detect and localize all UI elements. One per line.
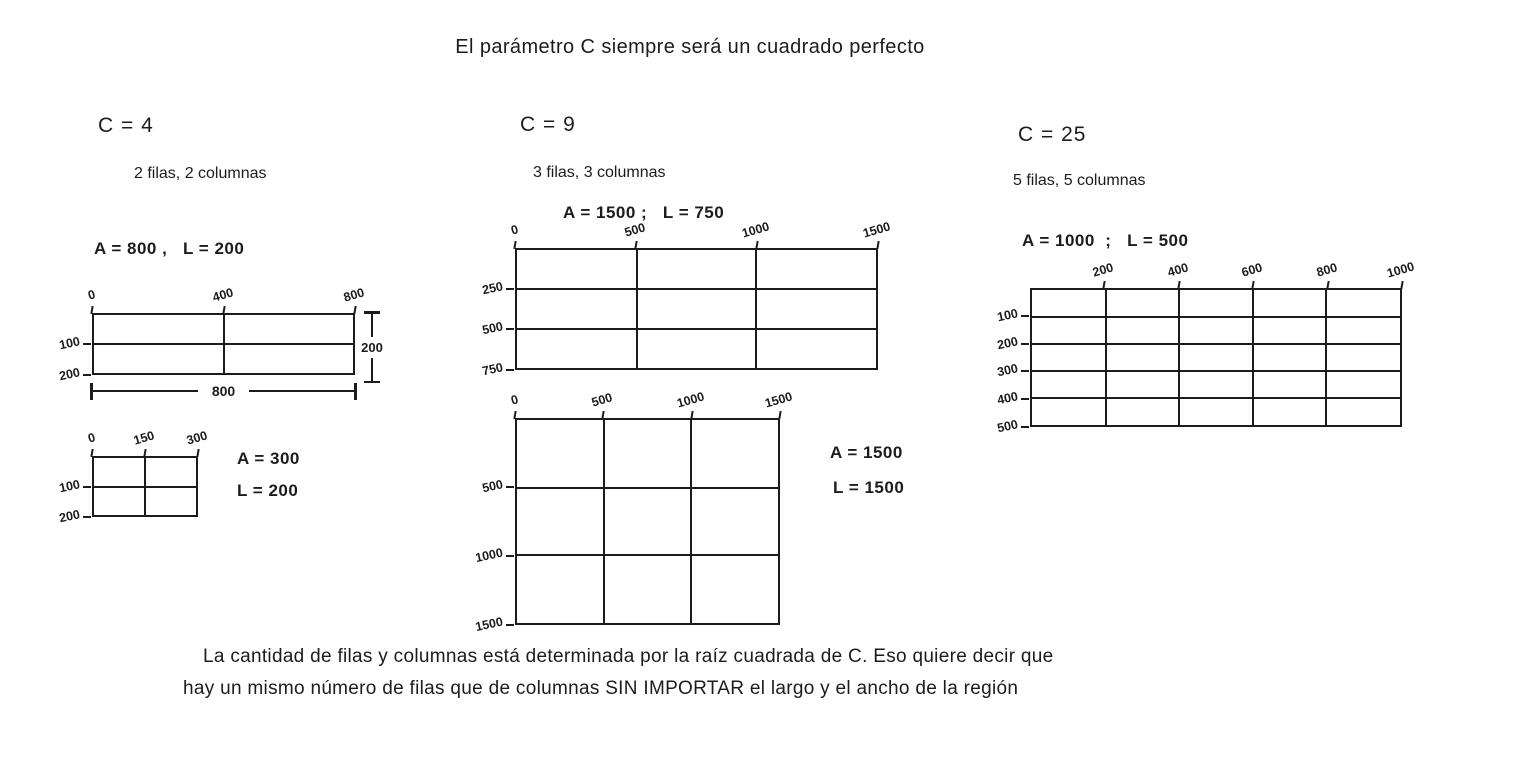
x-tick-label: 500 xyxy=(590,390,615,410)
y-tick-label: 1000 xyxy=(474,545,505,566)
footer-line-1: La cantidad de filas y columnas está determinada por la raíz cuadrada de C. Eso quiere decir que xyxy=(203,646,1054,667)
grid-column-line xyxy=(1325,290,1327,425)
x-tick-mark xyxy=(876,241,879,249)
c4-height-dimension xyxy=(352,311,392,383)
y-tick-label: 750 xyxy=(480,360,505,379)
y-tick-label: 200 xyxy=(57,507,82,526)
grid-column-line xyxy=(603,420,605,623)
width-dimension-value: 800 xyxy=(211,383,236,399)
grid-column-line xyxy=(636,250,638,368)
y-tick-mark xyxy=(1021,426,1029,428)
footer-line-2: hay un mismo número de filas que de columnas SIN IMPORTAR el largo y el ancho de la región xyxy=(183,678,1019,699)
c25-heading: C = 25 xyxy=(1018,123,1087,146)
grid-row-line xyxy=(1032,343,1400,345)
grid-row-line xyxy=(94,343,353,345)
y-tick-mark xyxy=(1021,343,1029,345)
y-tick-mark xyxy=(506,328,514,330)
y-tick-label: 1500 xyxy=(474,614,505,635)
grid-row-line xyxy=(1032,316,1400,318)
x-tick-label: 1500 xyxy=(861,219,892,241)
y-tick-label: 500 xyxy=(480,477,505,496)
c4-rows-cols-note: 2 filas, 2 columnas xyxy=(134,165,267,182)
y-tick-label: 200 xyxy=(995,333,1020,352)
c4-width-dimension xyxy=(90,382,357,400)
c4-small-grid-length-label: L = 200 xyxy=(237,481,299,500)
c4-grid-small xyxy=(57,428,209,526)
grid-box xyxy=(92,313,355,375)
grid-column-line xyxy=(755,250,757,368)
grid-row-line xyxy=(1032,370,1400,372)
c4-heading: C = 4 xyxy=(98,114,154,137)
grid-box xyxy=(92,456,198,517)
y-tick-label: 500 xyxy=(995,417,1020,436)
x-tick-label: 1500 xyxy=(763,389,794,411)
c4-small-grid-area-label: A = 300 xyxy=(237,449,300,468)
y-tick-label: 200 xyxy=(57,365,82,384)
y-tick-mark xyxy=(1021,315,1029,317)
grid-column-line xyxy=(690,420,692,623)
c25-grid xyxy=(995,259,1416,436)
y-tick-label: 100 xyxy=(995,306,1020,325)
grid-row-line xyxy=(1032,397,1400,399)
grid-column-line xyxy=(1105,290,1107,425)
x-tick-label: 0 xyxy=(86,430,97,446)
grid-box xyxy=(1030,288,1402,427)
c25-rows-cols-note: 5 filas, 5 columnas xyxy=(1013,172,1146,189)
x-tick-label: 1000 xyxy=(674,389,706,411)
y-tick-label: 100 xyxy=(57,334,82,353)
grid-column-line xyxy=(1252,290,1254,425)
x-tick-label: 0 xyxy=(509,222,520,238)
y-tick-mark xyxy=(83,516,91,518)
grid-box xyxy=(515,418,780,625)
y-tick-mark xyxy=(506,288,514,290)
c9-rows-cols-note: 3 filas, 3 columnas xyxy=(533,164,666,181)
x-tick-mark xyxy=(778,411,781,419)
x-tick-label: 400 xyxy=(210,285,235,305)
dimension-line xyxy=(371,358,374,384)
c25-params: A = 1000 ; L = 500 xyxy=(1022,231,1189,250)
y-tick-label: 250 xyxy=(480,278,505,297)
y-tick-mark xyxy=(1021,370,1029,372)
y-tick-label: 500 xyxy=(480,319,505,338)
c9-grid-top xyxy=(480,219,892,379)
grid-row-line xyxy=(517,487,778,489)
y-tick-mark xyxy=(83,486,91,488)
y-tick-mark xyxy=(83,343,91,345)
c9-heading: C = 9 xyxy=(520,113,576,136)
y-tick-label: 300 xyxy=(995,361,1020,380)
dimension-cap xyxy=(354,383,357,400)
grid-column-line xyxy=(1178,290,1180,425)
grid-box xyxy=(515,248,878,370)
c9-params: A = 1500 ; L = 750 xyxy=(563,203,725,222)
x-tick-label: 600 xyxy=(1240,260,1265,280)
y-tick-mark xyxy=(1021,398,1029,400)
c4-params: A = 800 , L = 200 xyxy=(94,239,245,258)
page-title: El parámetro C siempre será un cuadrado perfecto xyxy=(455,36,925,58)
c9-bottom-grid-area-label: A = 1500 xyxy=(830,443,903,462)
y-tick-mark xyxy=(506,624,514,626)
dimension-line xyxy=(93,390,198,393)
x-tick-label: 0 xyxy=(509,392,520,408)
x-tick-mark xyxy=(196,449,199,457)
x-tick-label: 0 xyxy=(86,287,97,303)
y-tick-label: 400 xyxy=(995,389,1020,408)
grid-row-line xyxy=(517,288,876,290)
x-tick-label: 1000 xyxy=(740,219,771,241)
y-tick-mark xyxy=(506,369,514,371)
c9-bottom-grid-length-label: L = 1500 xyxy=(833,478,905,497)
x-tick-label: 150 xyxy=(132,428,156,448)
x-tick-label: 800 xyxy=(342,285,366,305)
dimension-line xyxy=(249,390,354,393)
x-tick-label: 200 xyxy=(1091,260,1116,280)
y-tick-mark xyxy=(506,486,514,488)
x-tick-mark xyxy=(1400,281,1403,289)
x-tick-label: 800 xyxy=(1314,260,1339,280)
c4-grid-main xyxy=(57,285,366,384)
c9-grid-bottom xyxy=(474,389,794,635)
height-dimension-value: 200 xyxy=(361,339,383,355)
x-tick-label: 1000 xyxy=(1385,259,1416,281)
dimension-line xyxy=(371,311,374,337)
x-tick-label: 500 xyxy=(623,220,647,240)
y-tick-label: 100 xyxy=(57,476,82,495)
x-tick-label: 300 xyxy=(185,428,209,448)
grid-row-line xyxy=(517,554,778,556)
y-tick-mark xyxy=(83,374,91,376)
y-tick-mark xyxy=(506,555,514,557)
grid-row-line xyxy=(517,328,876,330)
grid-row-line xyxy=(94,486,196,488)
x-tick-label: 400 xyxy=(1165,260,1190,280)
